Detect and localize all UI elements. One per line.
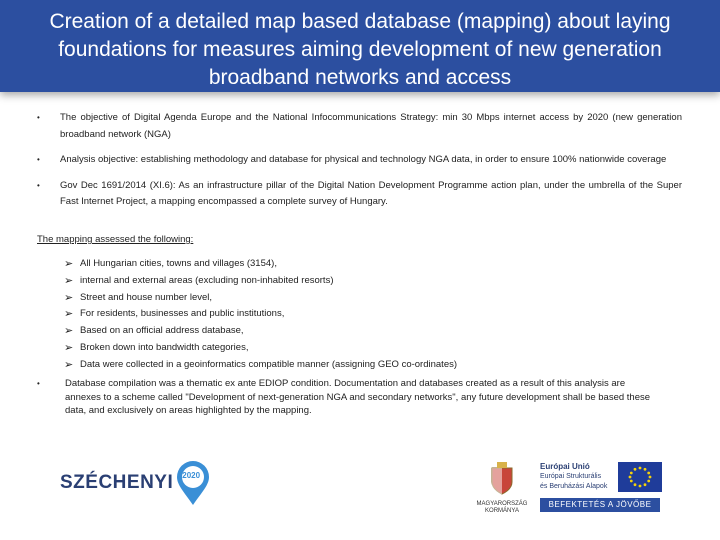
list-item: [37, 110, 682, 143]
assessed-list: [64, 256, 457, 374]
list-item: [64, 256, 457, 273]
bullet-icon: •: [37, 155, 40, 164]
item-text: Based on an official address database,: [80, 325, 244, 337]
eu-funding-logo: [540, 462, 690, 522]
objective-bullets: [37, 110, 682, 220]
eu-fund-line2: és Beruházási Alapok: [540, 483, 608, 490]
arrow-bullet-icon: ➢: [64, 325, 74, 338]
arrow-bullet-icon: ➢: [64, 258, 74, 270]
list-item: [64, 357, 457, 374]
assessed-heading: The mapping assessed the following:: [37, 234, 194, 245]
gov-line1: MAGYARORSZÁG: [476, 501, 528, 507]
pin-number: 2020: [182, 471, 201, 480]
arrow-bullet-icon: ➢: [64, 274, 74, 287]
item-text: internal and external areas (excluding non-inhabited resorts): [80, 274, 334, 286]
arrow-bullet-icon: ➢: [64, 358, 74, 371]
eu-title: Európai Unió: [540, 462, 590, 471]
eu-fund-line1: Európai Strukturális: [540, 473, 602, 480]
list-item: [37, 377, 657, 418]
list-item: [64, 340, 457, 357]
bullet-text: Database compilation was a thematic ex ante EDIOP condition. Documentation and databases created as a result of this analysis are annexes to a scheme called "Development of next-generation NGA and secondary networks", any future development shall be based these data, and exclusively on areas highlighted by the mapping.: [65, 378, 651, 416]
bullet-icon: •: [37, 113, 40, 122]
location-pin-icon: [176, 460, 210, 506]
arrow-bullet-icon: ➢: [64, 291, 74, 304]
title-banner: [0, 0, 720, 92]
item-text: Broken down into bandwidth categories,: [80, 341, 249, 353]
item-text: Street and house number level,: [80, 291, 213, 303]
bullet-icon: •: [37, 180, 40, 190]
bullet-text: Gov Dec 1691/2014 (XI.6): As an infrastructure pillar of the Digital Nation Development Programme action plan, under the umbrella of the Super Fast Internet Project, a mapping encompassed a complete survey of Hungary.: [60, 179, 682, 207]
coat-of-arms-icon: [488, 460, 516, 496]
arrow-bullet-icon: ➢: [64, 308, 74, 321]
list-item: [64, 273, 457, 290]
list-item: [64, 306, 457, 323]
bullet-icon: •: [37, 379, 40, 388]
item-text: All Hungarian cities, towns and villages (3154),: [80, 258, 277, 269]
government-logo: [470, 460, 534, 515]
page-title: Creation of a detailed map based database (mapping) about laying foundations for measures aiming development of new generation broadband networks and access: [49, 10, 671, 89]
item-text: For residents, businesses and public institutions,: [80, 308, 285, 320]
szechenyi-wordmark: SZÉCHENYI: [60, 472, 174, 493]
arrow-bullet-icon: ➢: [64, 341, 74, 354]
eu-slogan-bar: BEFEKTETÉS A JÖVŐBE: [540, 498, 660, 512]
eu-flag-icon: [618, 462, 662, 492]
list-item: [64, 290, 457, 307]
bullet-text: The objective of Digital Agenda Europe and the National Infocommunications Strategy: min 30 Mbps internet access by 2020 (new generation broadband network (NGA): [60, 112, 682, 140]
list-item: [64, 323, 457, 340]
list-item: [37, 178, 682, 211]
gov-line2: KORMÁNYA: [485, 508, 519, 514]
szechenyi-logo: [60, 460, 210, 506]
list-item: [37, 152, 682, 169]
item-text: Data were collected in a geoinformatics compatible manner (assigning GEO co-ordinates): [80, 358, 458, 370]
bullet-text: Analysis objective: establishing methodology and database for physical and technology NGA data, in order to ensure 100% nationwide coverage: [60, 154, 667, 165]
